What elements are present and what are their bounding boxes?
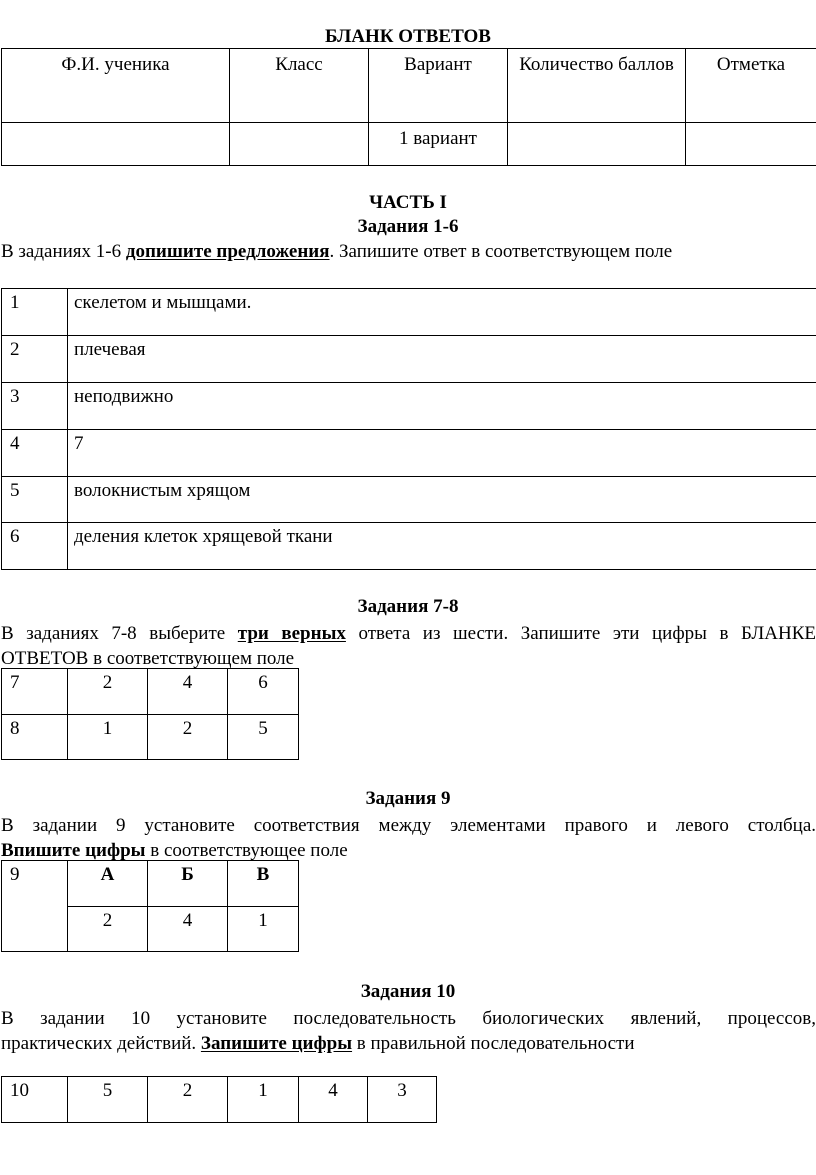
task-number: 3 xyxy=(2,383,68,430)
answer-cell[interactable]: 4 xyxy=(148,669,228,715)
instruction-line xyxy=(1,621,816,646)
section-1-instruction xyxy=(1,241,672,263)
task-number: 7 xyxy=(2,669,68,715)
header-cell-variant: Вариант xyxy=(369,49,508,123)
section-3-title: Задания 9 xyxy=(365,788,451,809)
instruction-emphasis: допишите предложения xyxy=(125,241,330,262)
instruction-text: практических действий. xyxy=(1,1033,201,1054)
section-1-title: Задания 1-6 xyxy=(357,216,459,237)
task-number: 10 xyxy=(2,1077,68,1123)
instruction-line: В задании 9 установите соответствия между элементами правого и левого столбца. xyxy=(1,815,816,836)
instruction-emphasis: три верных xyxy=(237,623,346,644)
answer-cell[interactable]: 2 xyxy=(148,1077,228,1123)
instruction-emphasis: Запишите цифры xyxy=(200,1033,353,1054)
student-info-table xyxy=(1,48,816,166)
instruction-line: В задании 10 установите последовательность биологических явлений, процессов, xyxy=(1,1008,816,1029)
answer-field[interactable]: 7 xyxy=(68,430,816,477)
table-row xyxy=(2,715,299,760)
instruction-text: в соответствующее поле xyxy=(145,840,348,861)
instruction-text: В заданиях 7-8 выберите xyxy=(1,623,238,644)
instruction-text: в правильной последовательности xyxy=(352,1033,635,1054)
task-number: 2 xyxy=(2,336,68,383)
header-cell-name: Ф.И. ученика xyxy=(2,49,230,123)
instruction-line: ОТВЕТОВ в соответствующем поле xyxy=(1,648,295,669)
task-number: 9 xyxy=(2,861,68,952)
answer-cell[interactable]: 1 xyxy=(228,907,299,952)
section-4-title: Задания 10 xyxy=(360,981,456,1002)
answer-cell[interactable]: 4 xyxy=(148,907,228,952)
answers-9-table xyxy=(1,860,299,952)
answer-cell[interactable]: 4 xyxy=(299,1077,368,1123)
answer-field[interactable]: скелетом и мышцами. xyxy=(68,289,816,336)
answer-cell[interactable]: 2 xyxy=(68,907,148,952)
task-number: 8 xyxy=(2,715,68,760)
letter-cell: Б xyxy=(148,861,228,907)
info-row xyxy=(2,123,816,166)
answer-cell[interactable]: 5 xyxy=(228,715,299,760)
table-row xyxy=(2,477,816,523)
answer-cell[interactable]: 6 xyxy=(228,669,299,715)
answer-cell[interactable]: 2 xyxy=(68,669,148,715)
letter-cell: В xyxy=(228,861,299,907)
table-row xyxy=(2,669,299,715)
instruction-text: . Запишите ответ в соответствующем поле xyxy=(329,241,673,262)
score-field[interactable] xyxy=(508,123,686,166)
answers-1-6-table xyxy=(1,288,816,570)
table-row xyxy=(2,289,816,336)
section-2-title: Задания 7-8 xyxy=(357,596,459,617)
class-field[interactable] xyxy=(230,123,369,166)
task-number: 1 xyxy=(2,289,68,336)
part-title: ЧАСТЬ I xyxy=(369,192,447,213)
header-cell-score: Количество баллов xyxy=(508,49,686,123)
answers-7-8-table xyxy=(1,668,299,760)
grade-field[interactable] xyxy=(686,123,816,166)
section-3-instruction xyxy=(1,813,816,863)
name-field[interactable] xyxy=(2,123,230,166)
header-cell-grade: Отметка xyxy=(686,49,816,123)
section-4-instruction xyxy=(1,1006,816,1056)
answer-cell[interactable]: 1 xyxy=(228,1077,299,1123)
answer-field[interactable]: неподвижно xyxy=(68,383,816,430)
instruction-text: ответа из шести. Запишите эти цифры в БЛАНКЕ xyxy=(345,623,816,644)
task-number: 6 xyxy=(2,523,68,570)
variant-field[interactable]: 1 вариант xyxy=(369,123,508,166)
instruction-text: В заданиях 1-6 xyxy=(1,241,126,262)
answer-cell[interactable]: 3 xyxy=(368,1077,437,1123)
table-row xyxy=(2,336,816,383)
task-number: 5 xyxy=(2,477,68,523)
instruction-line xyxy=(1,1031,816,1056)
instruction-emphasis: Впишите цифры xyxy=(1,840,146,861)
answer-field[interactable]: плечевая xyxy=(68,336,816,383)
header-cell-class: Класс xyxy=(230,49,369,123)
answer-cell[interactable]: 5 xyxy=(68,1077,148,1123)
answer-field[interactable]: деления клеток хрящевой ткани xyxy=(68,523,816,570)
page-title: БЛАНК ОТВЕТОВ xyxy=(325,26,491,47)
table-row xyxy=(2,523,816,570)
answer-cell[interactable]: 1 xyxy=(68,715,148,760)
table-row xyxy=(2,1077,437,1123)
answer-field[interactable]: волокнистым хрящом xyxy=(68,477,816,523)
table-row xyxy=(2,430,816,477)
answers-10-table xyxy=(1,1076,437,1123)
header-row xyxy=(2,49,816,123)
letter-cell: А xyxy=(68,861,148,907)
table-row xyxy=(2,861,299,907)
table-row xyxy=(2,383,816,430)
section-2-instruction xyxy=(1,621,816,671)
answer-cell[interactable]: 2 xyxy=(148,715,228,760)
task-number: 4 xyxy=(2,430,68,477)
